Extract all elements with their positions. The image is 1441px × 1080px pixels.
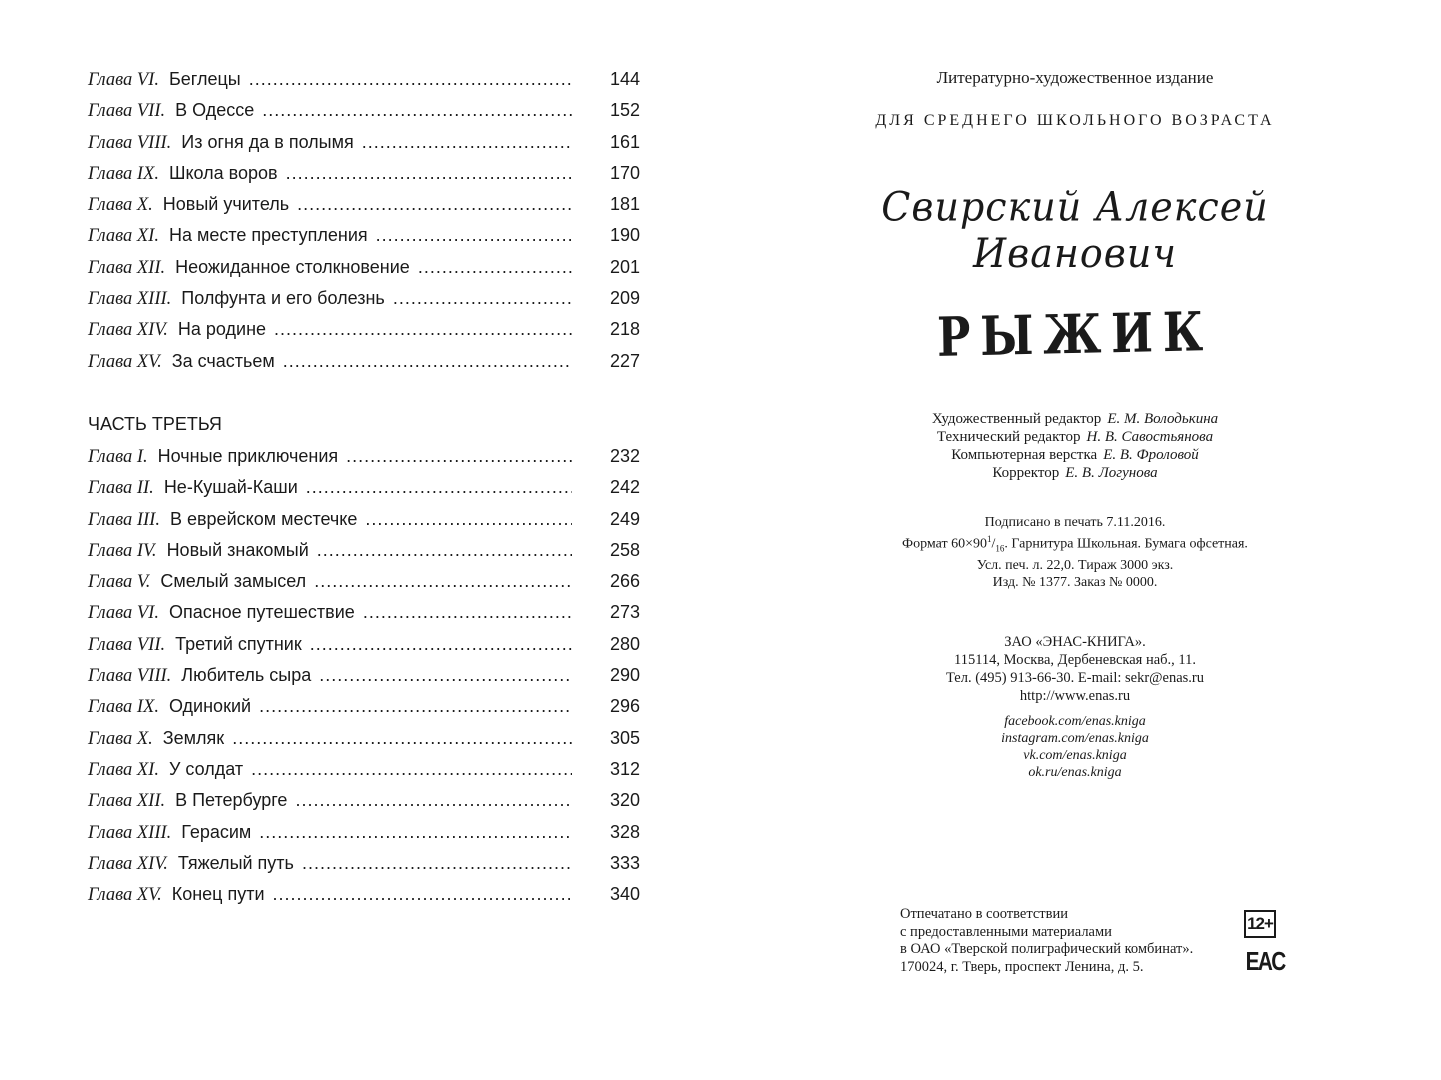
chapter-label: Глава VIII. [88, 132, 172, 153]
chapter-page: 258 [609, 539, 640, 560]
chapter-title: Третий спутник [175, 633, 302, 654]
credit-name: Н. В. Савостьянова [1086, 429, 1214, 445]
chapter-page: 152 [609, 100, 640, 121]
leader-dots [362, 127, 572, 158]
toc-entry [88, 283, 640, 314]
toc-entry [88, 535, 640, 566]
chapter-title: Герасим [181, 821, 252, 842]
chapter-label: Глава II. [88, 478, 154, 499]
toc-entry [88, 95, 640, 126]
chapter-title: Земляк [162, 727, 225, 748]
part-three-heading: ЧАСТЬ ТРЕТЬЯ [88, 413, 222, 434]
publisher-site: http://www.enas.ru [1019, 688, 1131, 705]
leader-dots [376, 220, 572, 251]
toc-entry [88, 158, 640, 189]
order-number: Изд. № 1377. Заказ № 0000. [992, 575, 1158, 591]
chapter-page: 209 [609, 288, 640, 309]
chapter-page: 312 [609, 758, 640, 779]
chapter-title: Школа воров [168, 162, 278, 183]
audience-line: ДЛЯ СРЕДНЕГО ШКОЛЬНОГО ВОЗРАСТА [875, 112, 1275, 129]
printer-line: с предоставленными материалами [900, 923, 1112, 940]
credit-role: Корректор [992, 465, 1060, 481]
format-sub: 16 [995, 543, 1005, 554]
chapter-page: 296 [609, 696, 640, 717]
chapter-page: 273 [609, 602, 640, 623]
leader-dots [319, 660, 572, 691]
chapter-title: Смелый замысел [160, 571, 307, 592]
toc-entry [88, 754, 640, 785]
chapter-label: Глава V. [88, 572, 151, 593]
leader-dots [310, 629, 572, 660]
leader-dots [365, 504, 572, 535]
credit-role: Компьютерная верстка [951, 447, 1098, 463]
toc-entry [88, 848, 640, 879]
chapter-page: 181 [609, 194, 640, 215]
leader-dots [232, 723, 572, 754]
toc-entry [88, 314, 640, 345]
book-title: РЫЖИК [936, 299, 1214, 369]
chapter-label: Глава XIV. [88, 320, 168, 341]
chapter-page: 280 [609, 633, 640, 654]
chapter-title: Любитель сыра [181, 665, 312, 686]
chapter-label: Глава IV. [88, 540, 157, 561]
toc-entry [88, 691, 640, 722]
social-link: vk.com/enas.kniga [1023, 748, 1127, 764]
credit-role: Технический редактор [936, 429, 1081, 445]
chapter-label: Глава IX. [88, 163, 159, 184]
chapter-label: Глава XI. [88, 226, 159, 247]
chapter-label: Глава VII. [88, 101, 166, 122]
leader-dots [251, 754, 572, 785]
edition-type: Литературно-художественное издание [936, 68, 1214, 87]
chapter-page: 190 [609, 225, 640, 246]
toc-entry [88, 597, 640, 628]
toc-entry [88, 566, 640, 597]
credit-line [800, 464, 1350, 482]
chapter-label: Глава VIII. [88, 666, 172, 687]
toc-entry [88, 504, 640, 535]
chapter-page: 218 [609, 319, 640, 340]
credit-line [800, 410, 1350, 428]
eac-mark-icon: EAC [1245, 946, 1285, 976]
toc-entry [88, 629, 640, 660]
chapter-title: Тяжелый путь [177, 852, 294, 873]
chapter-page: 320 [609, 790, 640, 811]
chapter-page: 201 [609, 256, 640, 277]
chapter-page: 170 [609, 162, 640, 183]
social-link: ok.ru/enas.kniga [1028, 765, 1122, 781]
chapter-title: Новый учитель [162, 194, 290, 215]
chapter-label: Глава VI. [88, 603, 159, 624]
credits [800, 410, 1350, 482]
leader-dots [306, 472, 572, 503]
chapter-page: 266 [609, 571, 640, 592]
toc-entry [88, 127, 640, 158]
chapter-label: Глава XII. [88, 257, 166, 278]
social-links [800, 713, 1350, 781]
publisher-contacts: Тел. (495) 913-66-30. E-mail: sekr@enas.ru [945, 670, 1204, 687]
credit-line [800, 446, 1350, 464]
chapter-page: 144 [609, 69, 640, 89]
printer-line: в ОАО «Тверской полиграфический комбинат». [900, 941, 1194, 957]
chapter-title: За счастьем [171, 350, 275, 371]
imprint-page [800, 64, 1350, 781]
toc-entry [88, 189, 640, 220]
chapter-page: 242 [609, 477, 640, 498]
credit-role: Художественный редактор [931, 411, 1102, 427]
toc-entry [88, 879, 640, 910]
chapter-title: Беглецы [168, 69, 241, 89]
signed-date: Подписано в печать 7.11.2016. [984, 515, 1166, 530]
toc-entry [88, 817, 640, 848]
age-rating-badge: 12+ [1244, 910, 1276, 938]
leader-dots [418, 252, 572, 283]
chapter-label: Глава X. [88, 728, 153, 749]
chapter-label: Глава XIII. [88, 822, 172, 843]
leader-dots [346, 441, 572, 472]
toc-entry [88, 220, 640, 251]
chapter-title: Ночные приключения [157, 445, 339, 466]
toc-entry [88, 441, 640, 472]
leader-dots [302, 848, 572, 879]
table-of-contents [88, 64, 640, 910]
chapter-title: На месте преступления [168, 225, 368, 246]
chapter-title: Из огня да в полымя [181, 131, 354, 152]
leader-dots [317, 535, 572, 566]
credit-name: Е. М. Володькина [1107, 411, 1219, 427]
chapter-title: В Петербурге [175, 790, 288, 811]
chapter-title: На родине [177, 319, 267, 340]
chapter-page: 249 [609, 508, 640, 529]
leader-dots [295, 785, 572, 816]
leader-dots [314, 566, 572, 597]
leader-dots [273, 879, 572, 910]
chapter-label: Глава XV. [88, 885, 162, 906]
credit-name: Е. В. Фроловой [1103, 447, 1199, 463]
format-line: Формат $60\times 90^1/_{16}$. Гарнитура Школьная. Бумага офсетная. [902, 534, 1248, 554]
social-link: facebook.com/enas.kniga [1004, 714, 1146, 730]
printer-line: 170024, г. Тверь, проспект Ленина, д. 5. [900, 958, 1144, 975]
chapter-title: Конец пути [171, 884, 265, 905]
leader-dots [286, 158, 572, 189]
chapter-title: Одинокий [168, 696, 252, 717]
chapter-page: 227 [609, 350, 640, 371]
format-sup: 1 [987, 534, 992, 544]
chapter-page: 328 [609, 821, 640, 842]
chapter-title: Новый знакомый [166, 539, 309, 560]
chapter-label: Глава IX. [88, 697, 159, 718]
toc-entry [88, 346, 640, 377]
chapter-title: У солдат [168, 758, 244, 779]
chapter-label: Глава VII. [88, 634, 166, 655]
leader-dots [259, 817, 572, 848]
chapter-label: Глава XIII. [88, 289, 172, 310]
format-suffix: . Гарнитура Школьная. Бумага офсетная. [1004, 536, 1248, 552]
toc-part-three [88, 441, 640, 910]
toc-entry [88, 64, 640, 95]
credit-name: Е. В. Логунова [1065, 465, 1158, 481]
chapter-page: 333 [609, 852, 640, 873]
printer-info [900, 906, 1240, 976]
toc-entry [88, 723, 640, 754]
leader-dots [274, 314, 572, 345]
author-name: Свирский Алексей Иванович [881, 183, 1269, 277]
chapter-label: Глава XII. [88, 791, 166, 812]
chapter-title: Неожиданное столкновение [175, 256, 410, 277]
chapter-page: 161 [609, 131, 640, 152]
toc-entry [88, 785, 640, 816]
chapter-label: Глава XIV. [88, 853, 168, 874]
toc-entry [88, 660, 640, 691]
leader-dots [363, 597, 572, 628]
toc-entry [88, 252, 640, 283]
leader-dots [393, 283, 572, 314]
chapter-title: Не-Кушай-Каши [163, 477, 298, 498]
credit-line [800, 428, 1350, 446]
chapter-label: Глава X. [88, 195, 153, 216]
leader-dots [249, 64, 572, 95]
print-info [800, 514, 1350, 591]
chapter-title: Опасное путешествие [168, 602, 355, 623]
chapter-label: Глава VI. [88, 70, 159, 90]
toc-part-two-continued [88, 64, 640, 377]
publisher-name: ЗАО «ЭНАС-КНИГА». [1004, 634, 1146, 651]
chapter-title: В Одессе [175, 100, 255, 121]
format-prefix: Формат 60×90 [902, 536, 988, 552]
chapter-page: 290 [609, 665, 640, 686]
chapter-page: 340 [609, 884, 640, 905]
leader-dots [262, 95, 572, 126]
chapter-page: 305 [609, 727, 640, 748]
chapter-page: 232 [609, 445, 640, 466]
toc-entry [88, 472, 640, 503]
printer-line: Отпечатано в соответствии [900, 906, 1068, 922]
publisher-info [800, 633, 1350, 705]
chapter-label: Глава XV. [88, 351, 162, 372]
chapter-label: Глава I. [88, 446, 148, 467]
leader-dots [259, 691, 572, 722]
chapter-label: Глава III. [88, 509, 160, 530]
chapter-label: Глава XI. [88, 759, 159, 780]
leader-dots [297, 189, 572, 220]
publisher-address: 115114, Москва, Дербеневская наб., 11. [954, 652, 1196, 669]
print-volume: Усл. печ. л. 22,0. Тираж 3000 экз. [976, 558, 1174, 574]
chapter-title: В еврейском местечке [169, 508, 358, 529]
chapter-title: Полфунта и его болезнь [181, 288, 385, 309]
social-link: instagram.com/enas.kniga [1001, 731, 1149, 747]
leader-dots [283, 346, 572, 377]
